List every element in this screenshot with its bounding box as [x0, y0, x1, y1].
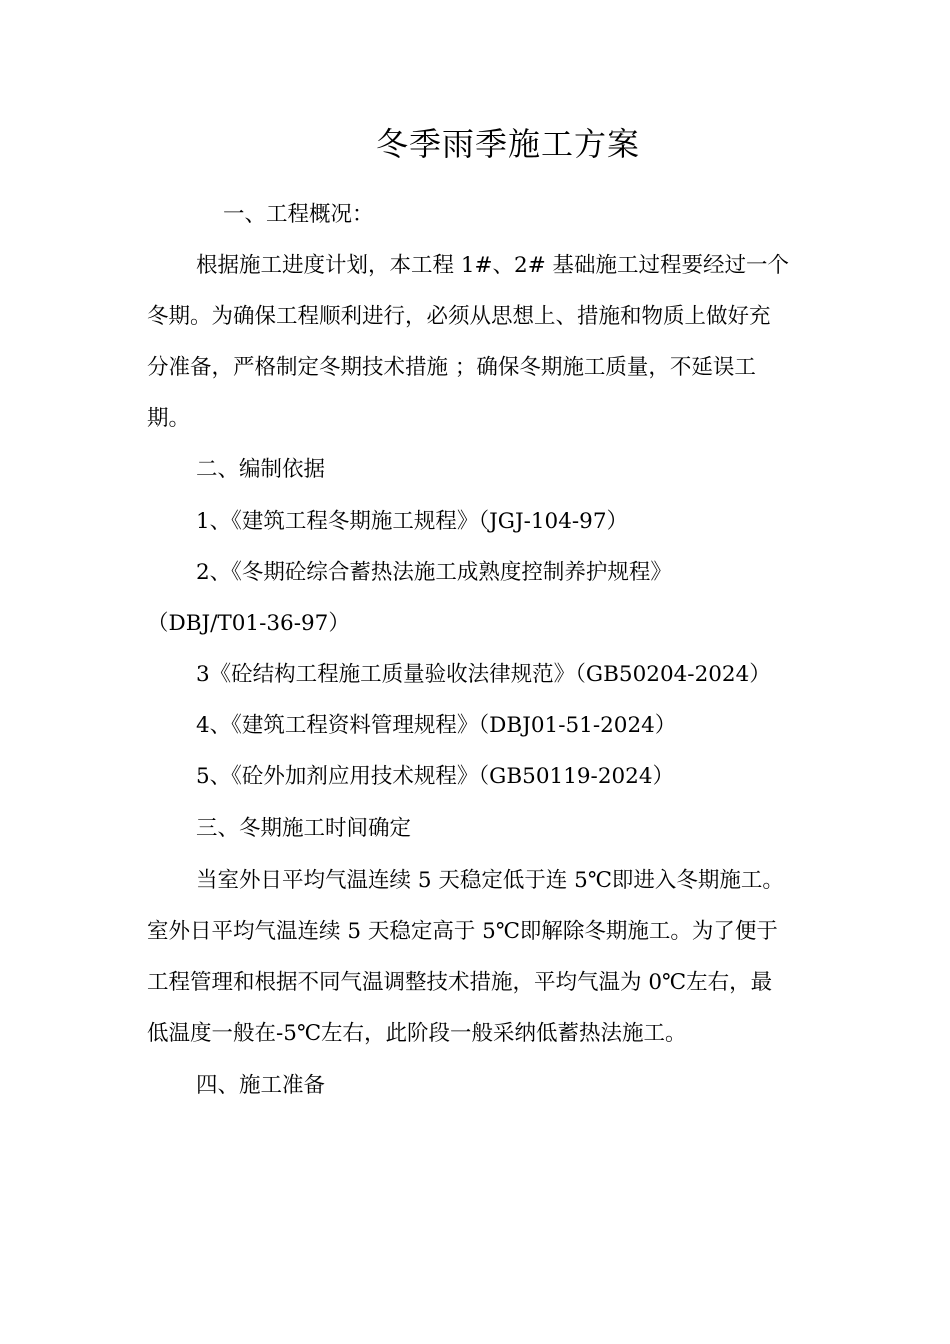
paragraph-line: 室外日平均气温连续 5 天稳定高于 5℃即解除冬期施工。为了便于 — [147, 919, 778, 944]
paragraph-line: 期。 — [147, 406, 191, 431]
section-heading-basis: 二、编制依据 — [196, 457, 326, 482]
paragraph-line: 冬期。为确保工程顺利进行，必须从思想上、措施和物质上做好充 — [147, 304, 771, 329]
section-heading-preparation: 四、施工准备 — [196, 1073, 326, 1098]
reference-item: 5、《砼外加剂应用技术规程》（GB50119-2024） — [196, 764, 675, 789]
section-heading-winter-period: 三、冬期施工时间确定 — [196, 816, 412, 841]
paragraph-line: 分准备，严格制定冬期技术措施 ；确保冬期施工质量，不延误工 — [147, 355, 756, 380]
paragraph-line: 根据施工进度计划，本工程 1#、2# 基础施工过程要经过一个 — [196, 253, 790, 278]
document-title: 冬季雨季施工方案 — [375, 125, 640, 163]
reference-item-continuation: （DBJ/T01-36-97） — [147, 611, 350, 636]
reference-item: 3《砼结构工程施工质量验收法律规范》（GB50204-2024） — [196, 662, 771, 687]
reference-item: 2、《冬期砼综合蓄热法施工成熟度控制养护规程》 — [196, 560, 672, 585]
paragraph-line: 低温度一般在-5℃左右，此阶段一般采纳低蓄热法施工。 — [147, 1021, 687, 1046]
reference-item: 4、《建筑工程资料管理规程》（DBJ01-51-2024） — [196, 713, 677, 738]
reference-item: 1、《建筑工程冬期施工规程》（JGJ-104-97） — [196, 509, 629, 534]
section-heading-overview: 一、工程概况： — [223, 202, 374, 227]
paragraph-line: 工程管理和根据不同气温调整技术措施，平均气温为 0℃左右，最 — [147, 970, 773, 995]
paragraph-line: 当室外日平均气温连续 5 天稳定低于连 5℃即进入冬期施工。 — [196, 868, 784, 893]
